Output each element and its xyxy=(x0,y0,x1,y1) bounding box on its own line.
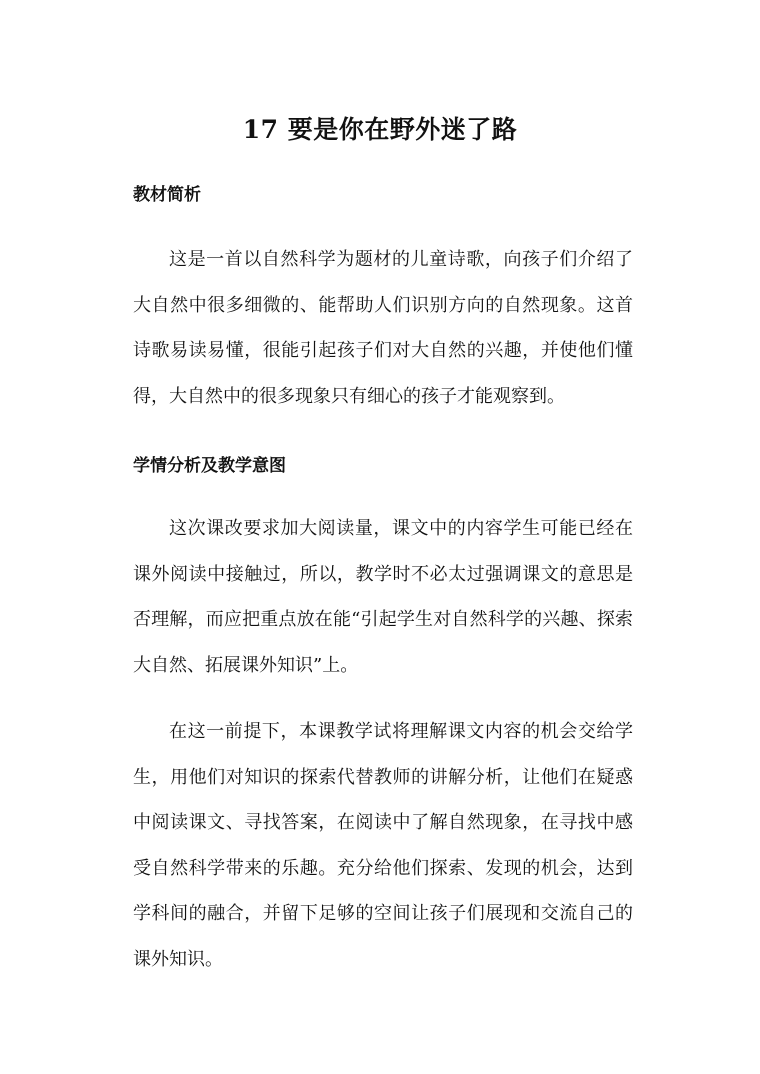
paragraph-learning-analysis-2: 在这一前提下，本课教学试将理解课文内容的机会交给学生，用他们对知识的探索代替教师的讲解分析，让他们在疑惑中阅读课文、寻找答案，在阅读中了解自然现象，在寻找中感受自然科学带来的乐趣。充分给他们探索、发现的机会，达到学科间的融合，并留下足够的空间让孩子们展现和交流自己的课外知识。 xyxy=(133,721,633,970)
page-title: 17 要是你在野外迷了路 xyxy=(242,115,518,144)
section-heading-textbook-analysis: 教材简析 xyxy=(133,185,201,205)
paragraph-learning-analysis-1: 这次课改要求加大阅读量，课文中的内容学生可能已经在课外阅读中接触过，所以，教学时不必太过强调课文的意思是否理解，而应把重点放在能“引起学生对自然科学的兴趣、探索大自然、拓展课外知识”上。 xyxy=(133,518,633,676)
paragraph-textbook-analysis: 这是一首以自然科学为题材的儿童诗歌，向孩子们介绍了大自然中很多细微的、能帮助人们识别方向的自然现象。这首诗歌易读易懂，很能引起孩子们对大自然的兴趣，并使他们懂得，大自然中的很多现象只有细心的孩子才能观察到。 xyxy=(133,249,633,407)
section-heading-learning-analysis: 学情分析及教学意图 xyxy=(133,456,286,476)
